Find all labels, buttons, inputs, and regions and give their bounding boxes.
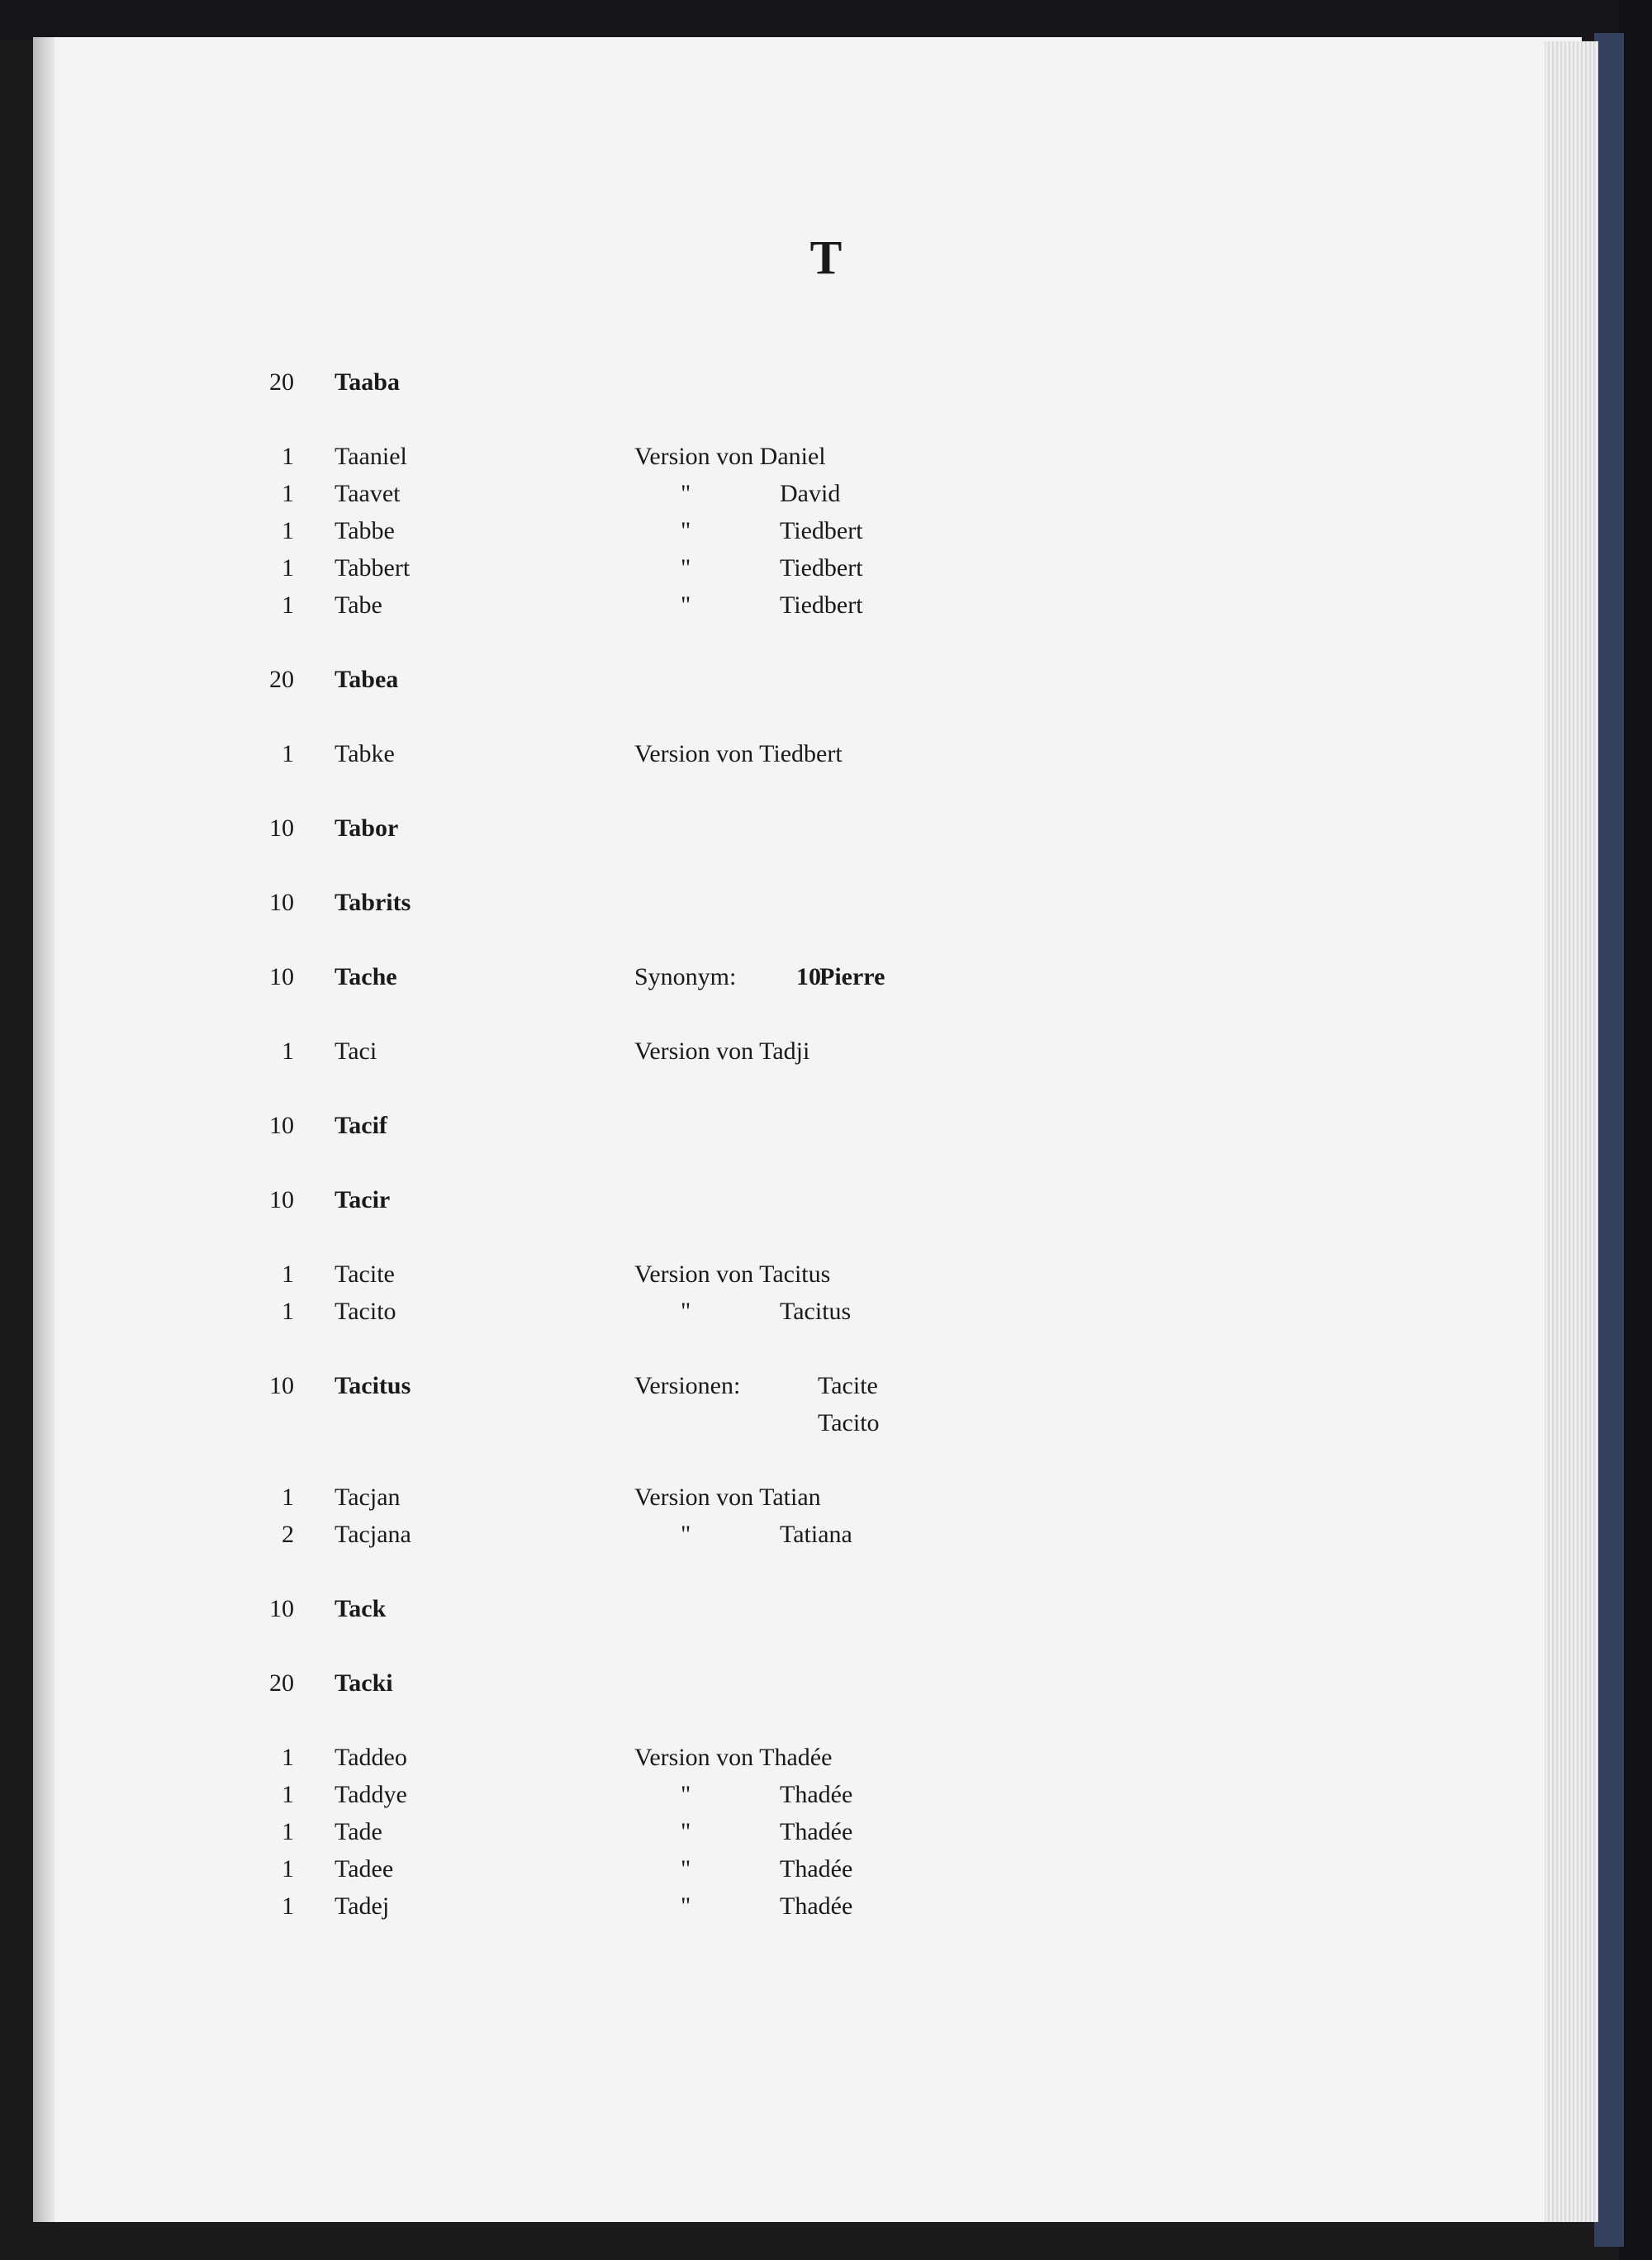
ditto-mark: " <box>681 1855 691 1883</box>
entry-row <box>0 363 1652 401</box>
entry-row <box>0 1590 1652 1628</box>
entry-frequency: 1 <box>282 1298 294 1325</box>
entry-name: Tacjan <box>335 1484 401 1511</box>
entry-frequency: 1 <box>282 1781 294 1808</box>
entry-frequency: 1 <box>282 517 294 544</box>
entry-name: Taci <box>335 1037 377 1065</box>
entry-frequency: 1 <box>282 1484 294 1511</box>
entry-row <box>0 1664 1652 1702</box>
entry-row <box>0 958 1652 996</box>
entry-reference: Tiedbert <box>780 517 863 544</box>
entry-note: Versionen: <box>634 1372 741 1399</box>
entry-note: Version von Tadji <box>634 1037 810 1065</box>
entry-frequency: 2 <box>282 1521 294 1548</box>
entry-name: Tack <box>335 1595 387 1622</box>
entry-reference: Tiedbert <box>780 554 863 582</box>
entry-name: Tabbert <box>335 554 411 582</box>
entry-name: Tabrits <box>335 889 411 916</box>
entry-frequency: 1 <box>282 1818 294 1845</box>
entry-row <box>0 1107 1652 1145</box>
entry-reference: Thadée <box>780 1855 853 1883</box>
ditto-mark: " <box>681 1818 691 1845</box>
synonym-frequency: 10 <box>796 963 821 990</box>
entry-reference: Tacitus <box>780 1298 852 1325</box>
entry-frequency: 1 <box>282 1892 294 1920</box>
entry-frequency: 1 <box>282 1744 294 1771</box>
entry-note: Synonym: <box>634 963 737 990</box>
entry-name: Tacito <box>335 1298 396 1325</box>
entry-reference: Tatiana <box>780 1521 852 1548</box>
entry-note: Version von Tatian <box>634 1484 821 1511</box>
entry-row <box>0 1033 1652 1071</box>
entry-row <box>0 1887 1652 1925</box>
entry-note: Version von Daniel <box>634 443 826 470</box>
entry-reference: Thadée <box>780 1781 853 1808</box>
entry-name: Taaniel <box>335 443 407 470</box>
entry-frequency: 20 <box>269 1669 294 1697</box>
entry-frequency: 1 <box>282 1261 294 1288</box>
entry-row <box>0 1516 1652 1554</box>
ditto-mark: " <box>681 591 691 619</box>
entry-frequency: 1 <box>282 740 294 767</box>
entry-name: Taaba <box>335 368 400 396</box>
version-name: Tacite <box>818 1372 878 1399</box>
entry-row <box>0 1181 1652 1219</box>
entry-name: Tacir <box>335 1186 391 1213</box>
entry-frequency: 10 <box>269 889 294 916</box>
entry-frequency: 1 <box>282 1855 294 1883</box>
ditto-mark: " <box>681 1521 691 1548</box>
entry-row <box>0 1293 1652 1331</box>
entry-name: Tabbe <box>335 517 395 544</box>
entry-row <box>0 1739 1652 1777</box>
entry-name: Tabor <box>335 814 399 842</box>
entry-row <box>0 735 1652 773</box>
page-number: - 1027 - <box>786 2220 866 2248</box>
entry-row <box>0 810 1652 848</box>
entry-row <box>0 661 1652 699</box>
entry-name: Tabe <box>335 591 382 619</box>
entry-note: Version von Tacitus <box>634 1261 831 1288</box>
ditto-mark: " <box>681 1298 691 1325</box>
entry-name: Taddye <box>335 1781 407 1808</box>
entry-row <box>0 1256 1652 1294</box>
entry-frequency: 1 <box>282 443 294 470</box>
entry-frequency: 10 <box>269 1112 294 1139</box>
entry-frequency: 1 <box>282 591 294 619</box>
ditto-mark: " <box>681 1892 691 1920</box>
entry-row <box>0 549 1652 587</box>
entry-frequency: 20 <box>269 666 294 693</box>
entry-name: Tacki <box>335 1669 393 1697</box>
entry-reference: Thadée <box>780 1892 853 1920</box>
entry-row <box>0 1776 1652 1814</box>
ditto-mark: " <box>681 1781 691 1808</box>
entry-frequency: 10 <box>269 963 294 990</box>
entry-frequency: 10 <box>269 814 294 842</box>
entry-note: Version von Tiedbert <box>634 740 843 767</box>
entry-row <box>0 438 1652 476</box>
entry-name: Tacite <box>335 1261 395 1288</box>
entry-name: Taavet <box>335 480 401 507</box>
entry-row <box>0 1404 1652 1442</box>
entry-name: Tade <box>335 1818 382 1845</box>
entry-reference: Thadée <box>780 1818 853 1845</box>
entry-name: Tabea <box>335 666 399 693</box>
entry-row <box>0 1813 1652 1851</box>
entry-name: Tadee <box>335 1855 394 1883</box>
entry-reference: David <box>780 480 841 507</box>
version-name: Tacito <box>818 1409 880 1436</box>
entry-row <box>0 884 1652 922</box>
entry-frequency: 1 <box>282 554 294 582</box>
entry-row <box>0 475 1652 513</box>
entry-frequency: 1 <box>282 480 294 507</box>
entry-reference: Tiedbert <box>780 591 863 619</box>
entry-name: Tacitus <box>335 1372 411 1399</box>
entry-row <box>0 1479 1652 1517</box>
synonym-name: Pierre <box>819 963 885 990</box>
entry-frequency: 10 <box>269 1372 294 1399</box>
entry-row <box>0 1850 1652 1888</box>
entry-frequency: 1 <box>282 1037 294 1065</box>
entry-name: Tabke <box>335 740 395 767</box>
entry-name: Tadej <box>335 1892 390 1920</box>
ditto-mark: " <box>681 554 691 582</box>
entry-row <box>0 1367 1652 1405</box>
entry-row <box>0 586 1652 624</box>
entry-frequency: 20 <box>269 368 294 396</box>
ditto-mark: " <box>681 517 691 544</box>
entry-name: Tacjana <box>335 1521 411 1548</box>
entry-name: Taddeo <box>335 1744 407 1771</box>
entry-name: Tacif <box>335 1112 387 1139</box>
entry-frequency: 10 <box>269 1186 294 1213</box>
entry-name: Tache <box>335 963 397 990</box>
entry-note: Version von Thadée <box>634 1744 833 1771</box>
entry-row <box>0 512 1652 550</box>
section-letter-heading: T <box>809 230 843 284</box>
ditto-mark: " <box>681 480 691 507</box>
entry-frequency: 10 <box>269 1595 294 1622</box>
